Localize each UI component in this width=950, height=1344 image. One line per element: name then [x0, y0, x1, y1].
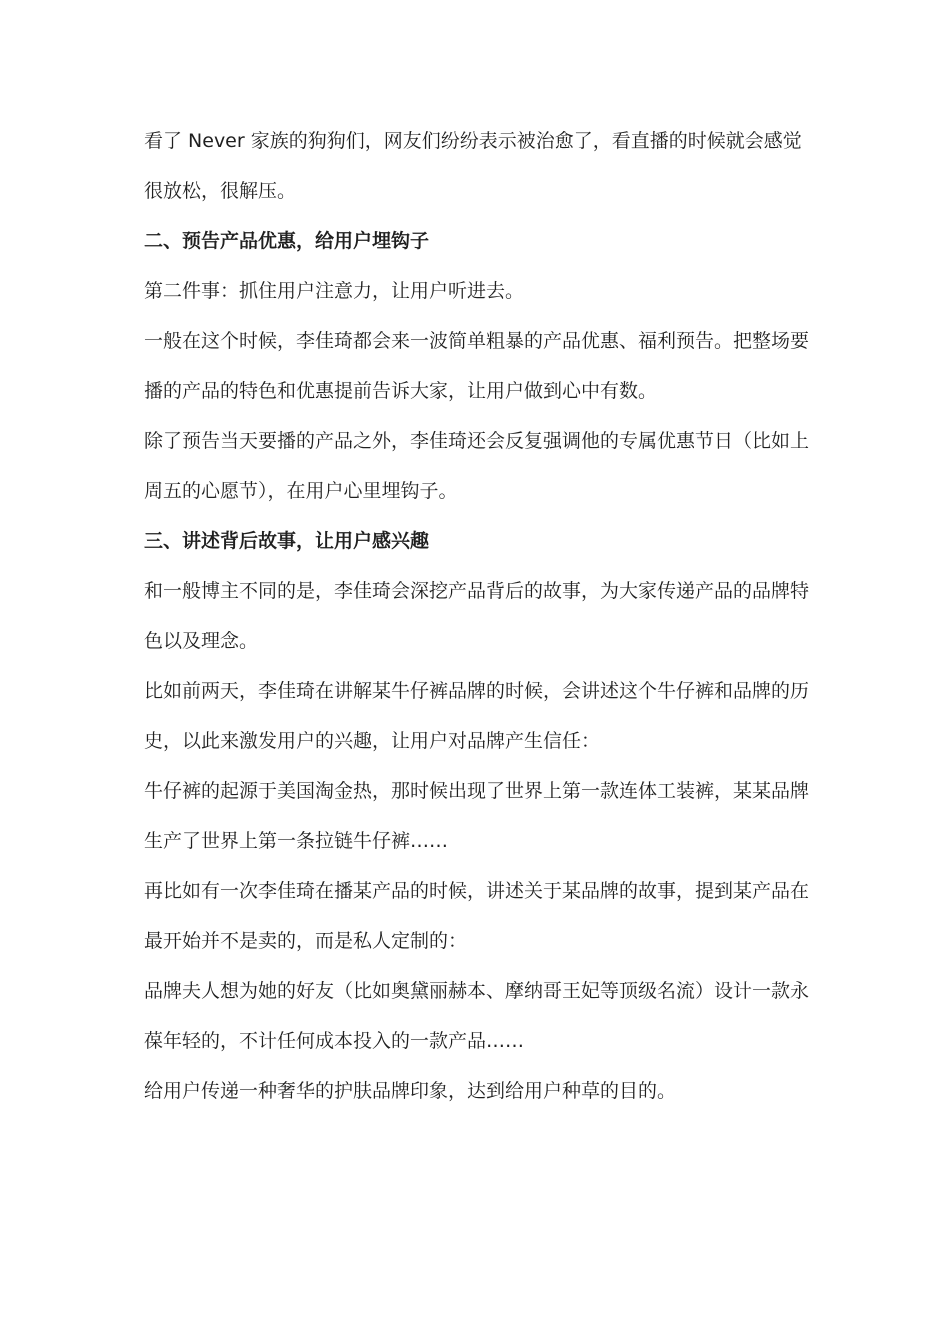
paragraph: 再比如有一次李佳琦在播某产品的时候，讲述关于某品牌的故事，提到某产品在最开始并不是卖的，而是私人定制的： — [144, 880, 810, 952]
paragraph: 比如前两天，李佳琦在讲解某牛仔裤品牌的时候，会讲述这个牛仔裤和品牌的历史，以此来激发用户的兴趣，让用户对品牌产生信任： — [144, 680, 810, 752]
paragraph: 除了预告当天要播的产品之外，李佳琦还会反复强调他的专属优惠节日（比如上周五的心愿节），在用户心里埋钩子。 — [144, 430, 810, 502]
article-body — [144, 116, 814, 1116]
paragraph: 给用户传递一种奢华的护肤品牌印象，达到给用户种草的目的。 — [144, 1080, 677, 1102]
paragraph: 一般在这个时候，李佳琦都会来一波简单粗暴的产品优惠、福利预告。把整场要播的产品的特色和优惠提前告诉大家，让用户做到心中有数。 — [144, 330, 810, 402]
paragraph: 牛仔裤的起源于美国淘金热，那时候出现了世界上第一款连体工装裤，某某品牌生产了世界上第一条拉链牛仔裤…… — [144, 780, 810, 852]
paragraph: 和一般博主不同的是，李佳琦会深挖产品背后的故事，为大家传递产品的品牌特色以及理念。 — [144, 580, 810, 652]
paragraph: 第二件事：抓住用户注意力，让用户听进去。 — [144, 280, 525, 302]
section-heading-3: 三、讲述背后故事，让用户感兴趣 — [144, 530, 430, 552]
section-heading-2: 二、预告产品优惠，给用户埋钩子 — [144, 230, 430, 252]
paragraph-intro: 看了 Never 家族的狗狗们，网友们纷纷表示被治愈了，看直播的时候就会感觉很放松，很解压。 — [144, 130, 802, 202]
paragraph: 品牌夫人想为她的好友（比如奥黛丽赫本、摩纳哥王妃等顶级名流）设计一款永葆年轻的，不计任何成本投入的一款产品…… — [144, 980, 810, 1052]
